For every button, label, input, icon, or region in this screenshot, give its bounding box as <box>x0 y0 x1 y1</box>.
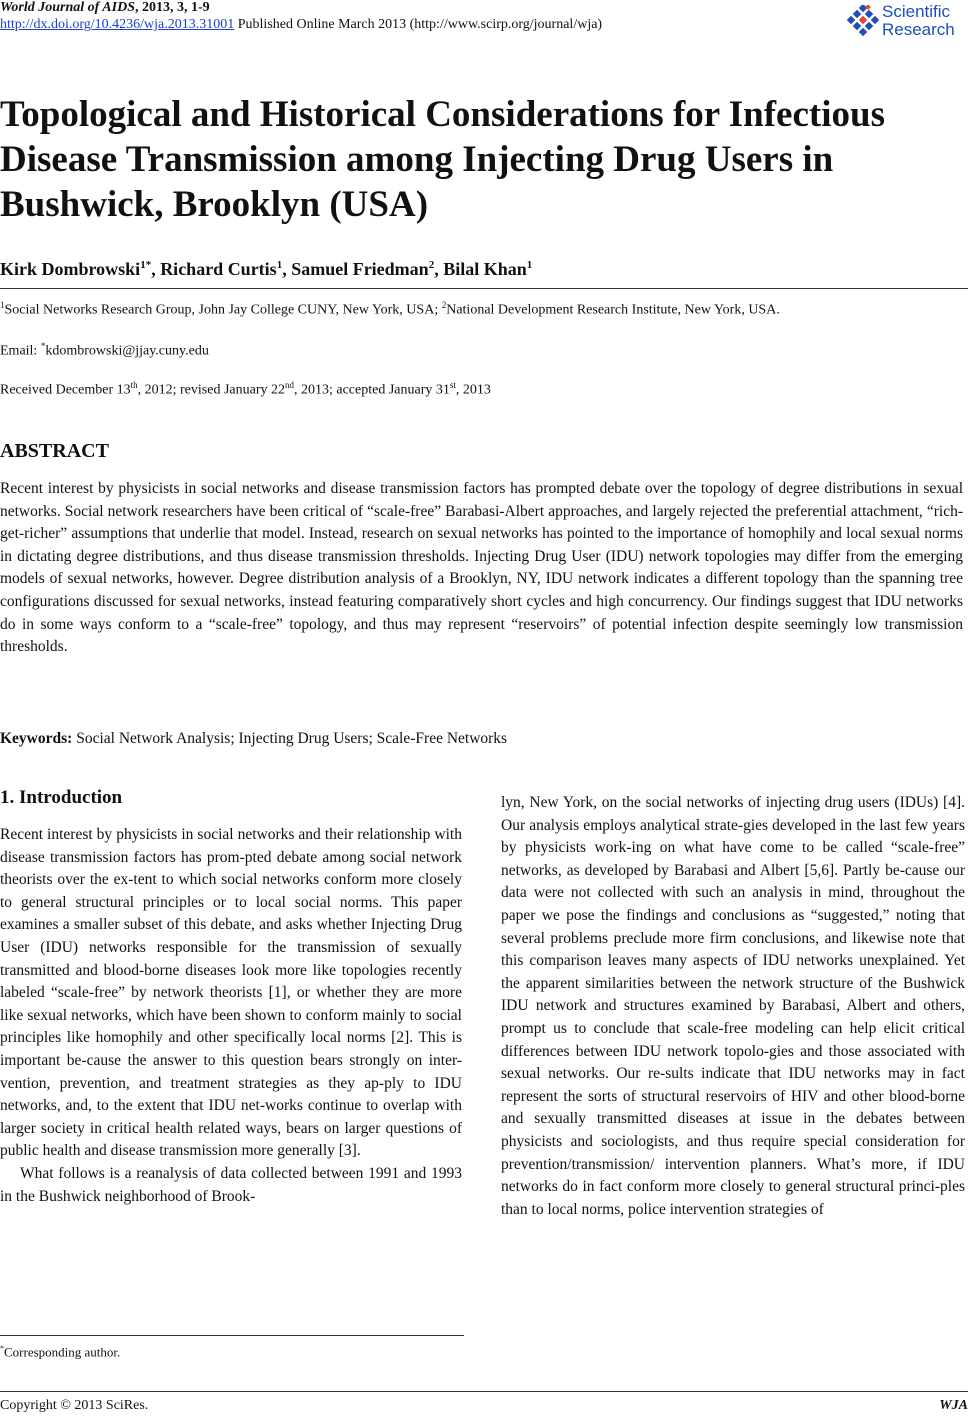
affiliation-sup: 1 <box>0 300 5 310</box>
author-sup: 2 <box>428 259 435 271</box>
author-name: Kirk Dombrowski <box>0 259 141 279</box>
journal-header <box>0 0 210 16</box>
author-sup: 1* <box>140 259 152 271</box>
keywords-label: Keywords: <box>0 730 73 747</box>
header-divider <box>0 288 968 289</box>
author-sep: , <box>151 259 161 279</box>
received-sup: st <box>449 380 456 390</box>
email-label: Email: <box>0 343 41 359</box>
received-dates <box>0 380 491 399</box>
doi-link[interactable]: http://dx.doi.org/10.4236/wja.2013.31001 <box>0 17 235 32</box>
section-heading: 1. Introduction <box>0 787 123 808</box>
author-list <box>0 259 532 280</box>
author-name: Bilal Khan <box>443 259 527 279</box>
footnote-divider <box>0 1335 464 1336</box>
author-sup: 1 <box>276 259 283 271</box>
journal-abbreviation: WJA <box>939 1398 968 1413</box>
left-column <box>0 824 462 1208</box>
received-text: Received December 13 <box>0 382 131 398</box>
email-sup: * <box>40 341 46 351</box>
received-sup: nd <box>284 380 294 390</box>
logo-text <box>882 3 955 39</box>
affiliation-2: National Development Research Institute, New York, USA. <box>446 302 780 318</box>
email-line <box>0 341 209 360</box>
affiliations <box>0 296 968 320</box>
scientific-research-logo <box>846 3 964 43</box>
affiliation-1: Social Networks Research Group, John Jay College CUNY, New York, USA; <box>4 302 442 318</box>
footnote-text: Corresponding author. <box>4 1344 121 1360</box>
received-text: , 2012; revised January 22 <box>137 382 285 398</box>
footnote-sup: * <box>0 1344 4 1353</box>
keywords <box>0 730 507 748</box>
received-text: , 2013; accepted January 31 <box>293 382 450 398</box>
intro-paragraph-1: Recent interest by physicists in social networks and their relationship with disease transmission factors has prom-pted debate among social network theorists over the ex-tent to which social networks conform more closely to general structural principles or to local social norms. This paper examines a smaller subset of this debate, and asks whether Injecting Drug User (IDU) networks responsible for the transmission of sexually transmitted and blood-borne diseases look more like topologies recently labeled “scale-free” by network theorists [1], or whether they are more like sexual networks, which have been shown to conform mainly to social principles like homophily and other specifically local norms [2]. This is important be-cause the answer to this question bears strongly on inter-vention, prevention, and treatment strategies as they ap-ply to IDU networks, and, to the extent that IDU net-works continue to overlap with larger society in critical health related ways, bears on larger questions of public health and disease transmission more generally [3]. <box>0 826 462 1160</box>
paper-title: Topological and Historical Considerations for Infectious Disease Transmission among Injecting Drug Users in Bushwick, Brooklyn (USA) <box>0 94 885 225</box>
footnote <box>0 1344 120 1360</box>
abstract-text: Recent interest by physicists in social networks and disease transmission factors has prompted debate over the topology of degree distributions in sexual networks. Social network researchers have been critical of “scale-free” Barabasi-Albert approaches, and largely rejected the preferential attachment, “rich-get-richer” assumptions that underlie that model. Instead, research on sexual networks has pointed to the importance of homophily and local sexual norms in dictating degree distributions, and thus disease transmission thresholds. Injecting Drug User (IDU) network topologies may differ from the emerging models of sexual networks, however. Degree distribution analysis of a Brooklyn, NY, IDU network indicates a different topology than the spanning tree configurations discussed for sexual networks, instead featuring comparatively short cycles and high concurrency. Our findings suggest that IDU networks do in some ways conform to a “scale-free” topology, and thus may represent “reservoirs” of potential infection despite seemingly low transmission thresholds. <box>0 480 963 656</box>
logo-line1: Scientific <box>882 2 951 21</box>
logo-mark-icon <box>846 5 880 41</box>
journal-name: World Journal of AIDS <box>0 0 135 15</box>
intro-paragraph-2: What follows is a reanalysis of data collected between 1991 and 1993 in the Bushwick neighborhood of Brook- <box>0 1164 462 1205</box>
keywords-text: Social Network Analysis; Injecting Drug Users; Scale-Free Networks <box>72 730 508 747</box>
email-address[interactable]: kdombrowski@jjay.cuny.edu <box>45 343 209 359</box>
received-text: , 2013 <box>455 382 491 398</box>
author-sep: , <box>282 259 292 279</box>
intro-paragraph-continued: lyn, New York, on the social networks of injecting drug users (IDUs) [4]. Our analysis employs analytical strate-gies developed in the last few years by physicists work-ing on what have come to be called “scale-free” networks, as developed by Barabasi and Albert [5,6]. Partly be-cause our data were not collected with such an analysis in mind, throughout the paper we pose the findings and conclusions as “suggested,” noting that several problems preclude more firm conclusions, and likewise note that this comparison leaves many aspects of IDU networks unexplained. Yet the apparent similarities between the network structure of the Bushwick IDU network and structures examined by Barabasi, Albert and others, prompt us to conclude that scale-free modeling can help elicit critical differences between IDU network topolo-gies and those associated with sexual networks. Our re-sults indicate that IDU networks may in fact represent the sorts of structural reservoirs of HIV and other blood-borne and sexually transmitted diseases at issue in the debates between physicists and sociologists, and thus require special consideration for prevention/transmission/ intervention planners. What’s more, if IDU networks do in fact conform more closely to general structural princi-ples than to local norms, police intervention strategies of <box>501 794 965 1218</box>
author-name: Samuel Friedman <box>291 259 429 279</box>
journal-volume: , 2013, 3, 1-9 <box>134 0 210 15</box>
abstract-heading: ABSTRACT <box>0 440 109 462</box>
copyright: Copyright © 2013 SciRes. <box>0 1398 149 1413</box>
affiliation-sup: 2 <box>441 300 447 310</box>
footer-divider <box>0 1391 968 1392</box>
author-sep: , <box>434 259 444 279</box>
received-sup: th <box>130 380 138 390</box>
logo-line2: Research <box>882 20 955 39</box>
doi-line <box>0 17 602 33</box>
right-column <box>501 792 965 1221</box>
author-sup: 1 <box>526 259 533 271</box>
author-name: Richard Curtis <box>160 259 277 279</box>
published-note: Published Online March 2013 (http://www.scirp.org/journal/wja) <box>234 17 603 32</box>
